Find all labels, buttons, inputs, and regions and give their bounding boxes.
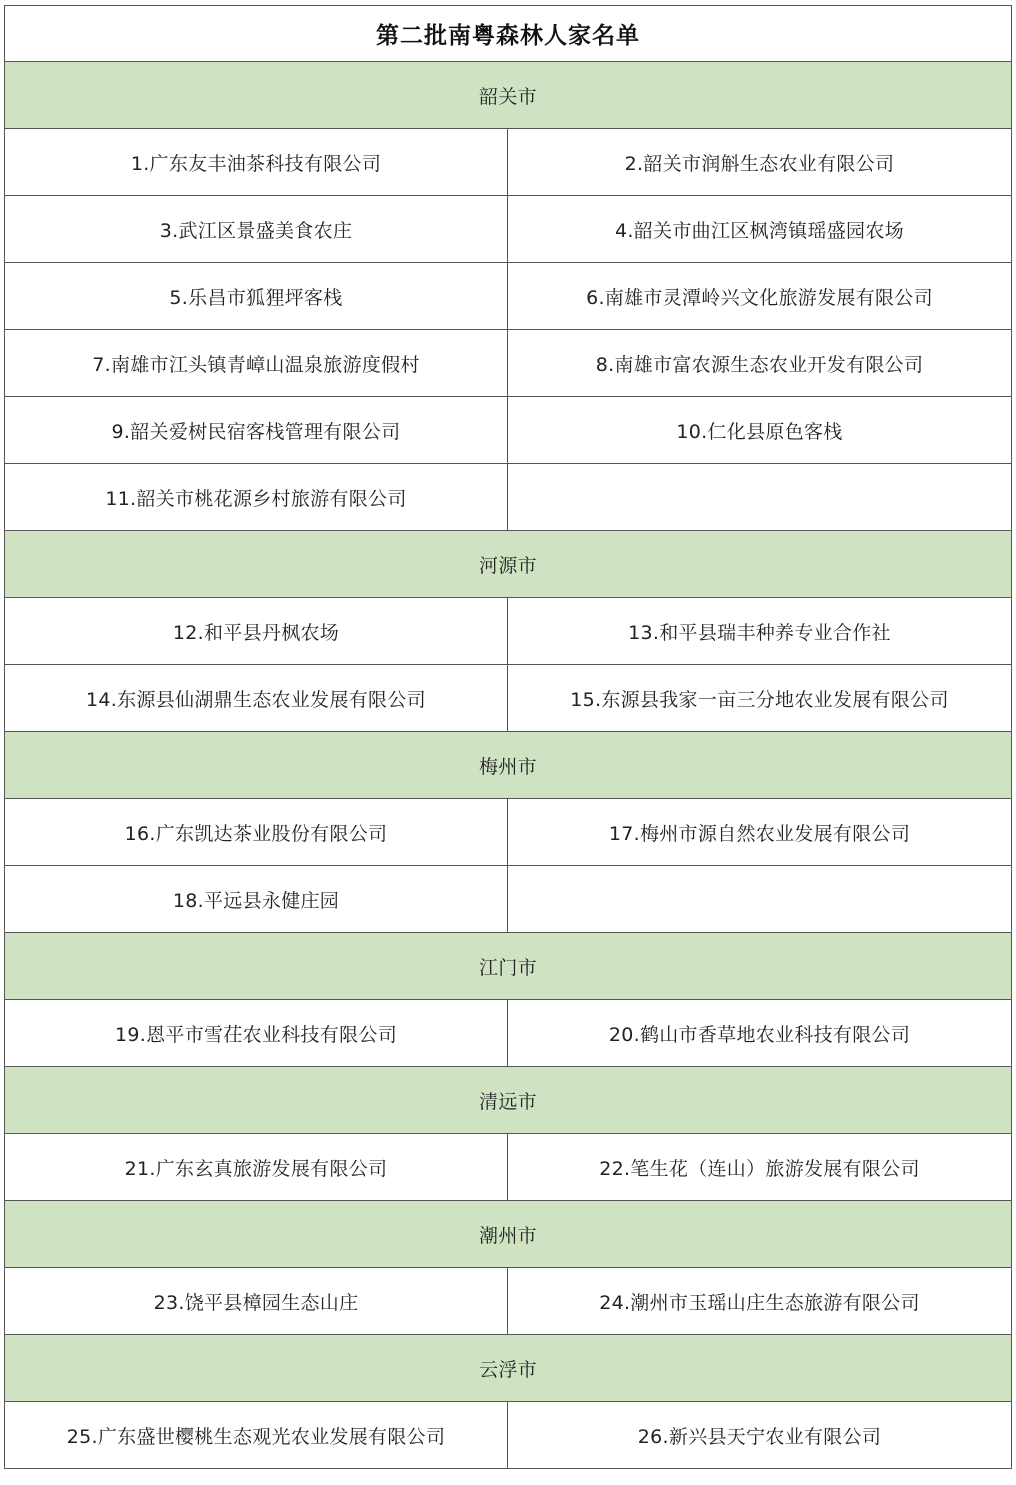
city-header-row (5, 1335, 1012, 1402)
city-header: 云浮市 (5, 1335, 1012, 1402)
list-table (4, 5, 1012, 1469)
entry-cell-right: 17.梅州市源自然农业发展有限公司 (508, 799, 1012, 866)
table-row (5, 263, 1012, 330)
city-header-row (5, 1067, 1012, 1134)
entry-cell-right: 13.和平县瑞丰种养专业合作社 (508, 598, 1012, 665)
entry-cell-left: 18.平远县永健庄园 (5, 866, 508, 933)
city-header-row (5, 732, 1012, 799)
city-header: 韶关市 (5, 62, 1012, 129)
entry-cell-left: 25.广东盛世樱桃生态观光农业发展有限公司 (5, 1402, 508, 1469)
entry-cell-left: 3.武江区景盛美食农庄 (5, 196, 508, 263)
city-header: 河源市 (5, 531, 1012, 598)
entry-cell-right: 8.南雄市富农源生态农业开发有限公司 (508, 330, 1012, 397)
table-row (5, 1000, 1012, 1067)
list-table-body (5, 6, 1012, 1469)
table-row (5, 866, 1012, 933)
city-header: 潮州市 (5, 1201, 1012, 1268)
entry-cell-right: 26.新兴县天宁农业有限公司 (508, 1402, 1012, 1469)
city-header-row (5, 62, 1012, 129)
table-row (5, 665, 1012, 732)
entry-cell-right: 6.南雄市灵潭岭兴文化旅游发展有限公司 (508, 263, 1012, 330)
entry-cell-left: 23.饶平县樟园生态山庄 (5, 1268, 508, 1335)
entry-cell-left: 11.韶关市桃花源乡村旅游有限公司 (5, 464, 508, 531)
city-header: 梅州市 (5, 732, 1012, 799)
entry-cell-right: 15.东源县我家一亩三分地农业发展有限公司 (508, 665, 1012, 732)
city-header-row (5, 531, 1012, 598)
table-row (5, 129, 1012, 196)
entry-cell-left: 16.广东凯达茶业股份有限公司 (5, 799, 508, 866)
city-header-row (5, 933, 1012, 1000)
entry-cell-right: 20.鹤山市香草地农业科技有限公司 (508, 1000, 1012, 1067)
entry-cell-left: 12.和平县丹枫农场 (5, 598, 508, 665)
entry-cell-left: 1.广东友丰油茶科技有限公司 (5, 129, 508, 196)
title-row (5, 6, 1012, 62)
entry-cell-left: 9.韶关爱树民宿客栈管理有限公司 (5, 397, 508, 464)
table-row (5, 330, 1012, 397)
entry-cell-right: 24.潮州市玉瑶山庄生态旅游有限公司 (508, 1268, 1012, 1335)
entry-cell-left: 21.广东玄真旅游发展有限公司 (5, 1134, 508, 1201)
table-row (5, 598, 1012, 665)
entry-cell-right (508, 866, 1012, 933)
entry-cell-left: 19.恩平市雪茌农业科技有限公司 (5, 1000, 508, 1067)
table-title: 第二批南粤森林人家名单 (5, 6, 1012, 62)
entry-cell-right: 22.笔生花（连山）旅游发展有限公司 (508, 1134, 1012, 1201)
city-header: 清远市 (5, 1067, 1012, 1134)
table-row (5, 1402, 1012, 1469)
table-row (5, 397, 1012, 464)
city-header-row (5, 1201, 1012, 1268)
table-row (5, 799, 1012, 866)
entry-cell-right: 4.韶关市曲江区枫湾镇瑶盛园农场 (508, 196, 1012, 263)
entry-cell-right: 2.韶关市润斛生态农业有限公司 (508, 129, 1012, 196)
table-row (5, 1268, 1012, 1335)
table-row (5, 1134, 1012, 1201)
entry-cell-right: 10.仁化县原色客栈 (508, 397, 1012, 464)
entry-cell-left: 7.南雄市江头镇青嶂山温泉旅游度假村 (5, 330, 508, 397)
city-header: 江门市 (5, 933, 1012, 1000)
table-row (5, 196, 1012, 263)
table-row (5, 464, 1012, 531)
entry-cell-left: 5.乐昌市狐狸坪客栈 (5, 263, 508, 330)
entry-cell-left: 14.东源县仙湖鼎生态农业发展有限公司 (5, 665, 508, 732)
entry-cell-right (508, 464, 1012, 531)
